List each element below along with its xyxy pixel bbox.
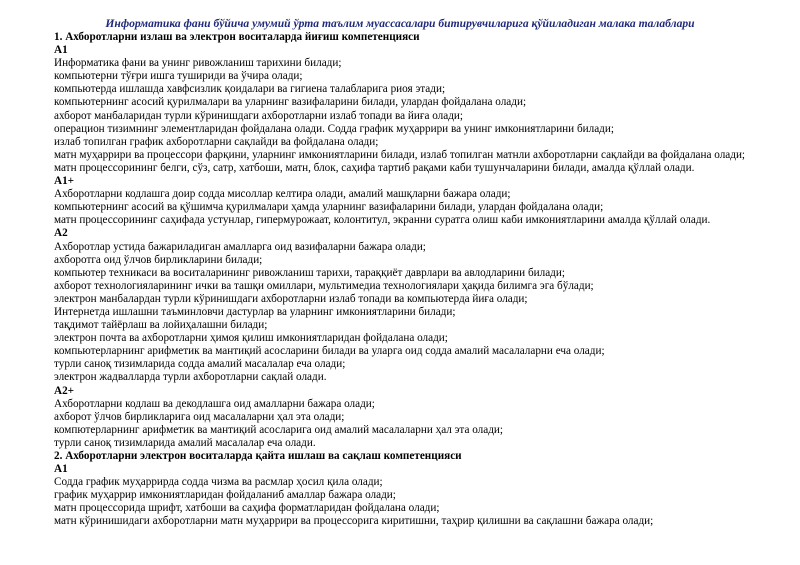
list-item: тақдимот тайёрлаш ва лойиҳалашни билади;	[54, 319, 268, 332]
list-item: матн процессорининг саҳифада устунлар, гипермурожаат, колонтитул, экранни суратга олиш каби имкониятларини амалда қўллай олади.	[54, 214, 711, 227]
list-item: компютерларнинг арифметик ва мантиқий асосларига оид амалий масалаларни ҳал эта олади;	[54, 423, 504, 436]
list-item: Ахборотларни кодлашга доир содда мисоллар келтира олади, амалий машқларни бажара олади;	[54, 188, 511, 201]
level-a2-label: А2	[54, 227, 68, 240]
list-item: турли саноқ тизимларида содда амалий масалалар еча олади;	[54, 358, 346, 371]
section-1-heading: 1. Ахборотларни излаш ва электрон воситаларда йиғиш компетенцияси	[54, 31, 420, 43]
section-2-heading: 2. Ахборотларни электрон воситаларда қайта ишлаш ва сақлаш компетенцияси	[54, 450, 462, 462]
list-item: компьютернинг асосий қурилмалари ва уларнинг вазифаларини билади, улардан фойдалана олади;	[54, 96, 527, 109]
list-item: компьютер техникаси ва воситаларининг ривожланиш тарихи, тараққиёт даврлари ва авлодларини билади;	[54, 266, 565, 279]
level-a2plus-label: А2+	[54, 384, 75, 397]
list-item: электрон жадвалларда турли ахборотларни сақлай олади.	[54, 371, 327, 384]
list-item: компьютернинг асосий ва қўшимча қурилмалари ҳамда уларнинг вазифаларини билади, улардан фойдалана олади;	[54, 201, 604, 214]
list-item: турли саноқ тизимларида амалий масалалар еча олади.	[54, 436, 316, 449]
list-item: электрон манбалардан турли кўринишдаги ахборотларни излаб топади ва компьютерда йиға олади;	[54, 292, 528, 305]
list-item: график муҳаррир имкониятларидан фойдаланиб амаллар бажара олади;	[54, 489, 396, 502]
list-item: операцион тизимнинг элементларидан фойдалана олади. Содда график муҳаррири ва унинг имкониятларини билади;	[54, 122, 614, 135]
level-a1-label: А1	[54, 44, 68, 57]
list-item: компьютерни тўғри ишга тушириди ва ўчира олади;	[54, 70, 303, 83]
document-title: Информатика фани бўйича умумий ўрта таълим муассасалари битирувчиларига қўйиладиган малака талаблари	[105, 17, 695, 30]
list-item: матн муҳаррири ва процессори фарқини, уларнинг имкониятларини билади, излаб топилган матнли ахборотларни сақлайди ва фойдалана олади;	[54, 148, 746, 161]
list-item: электрон почта ва ахборотларни ҳимоя қилиш имкониятларидан фойдалана олади;	[54, 332, 448, 345]
list-item: излаб топилган график ахборотларни сақлайди ва фойдалана олади;	[54, 135, 379, 148]
list-item: матн процессорининг белги, сўз, сатр, хатбоши, матн, блок, саҳифа тартиб рақами каби тушунчаларини билади, амалда қўллай олади.	[54, 161, 695, 174]
list-item: Ахборотлар устида бажариладиган амалларга оид вазифаларни бажара олади;	[54, 240, 426, 253]
list-item: ахборот технологияларининг ички ва ташқи омиллари, мультимедиа технологиялари ҳақида билимга эга бўлади;	[54, 279, 594, 292]
list-item: компьютерларнинг арифметик ва мантиқий асосларини билади ва уларга оид содда амалий масалаларни еча олади;	[54, 345, 605, 358]
level-a1plus-label: А1+	[54, 175, 75, 188]
list-item: ахборот манбаларидан турли кўринишдаги ахборотларни излаб топади ва йиға олади;	[54, 109, 463, 122]
list-item: Ахборотларни кодлаш ва декодлашга оид амалларни бажара олади;	[54, 397, 375, 410]
list-item: Информатика фани ва унинг ривожланиш тарихини билади;	[54, 57, 342, 70]
list-item: ахборотга оид ўлчов бирликларини билади;	[54, 253, 263, 266]
level-a1-label: А1	[54, 463, 68, 476]
list-item: компьютерда ишлашда хавфсизлик қоидалари ва гигиена талабларига риоя этади;	[54, 83, 446, 96]
list-item: Содда график муҳаррирда содда чизма ва расмлар ҳосил қила олади;	[54, 476, 383, 489]
list-item: матн кўринишидаги ахборотларни матн муҳаррири ва процессорига киритишни, таҳрир қилишни ва сақлашни бажара олади;	[54, 515, 654, 528]
list-item: Интернетда ишлашни таъминловчи дастурлар ва уларнинг имкониятларини билади;	[54, 305, 456, 318]
list-item: ахборот ўлчов бирликларига оид масалаларни ҳал эта олади;	[54, 410, 345, 423]
list-item: матн процессорида шрифт, хатбоши ва саҳифа форматларидан фойдалана олади;	[54, 502, 440, 515]
